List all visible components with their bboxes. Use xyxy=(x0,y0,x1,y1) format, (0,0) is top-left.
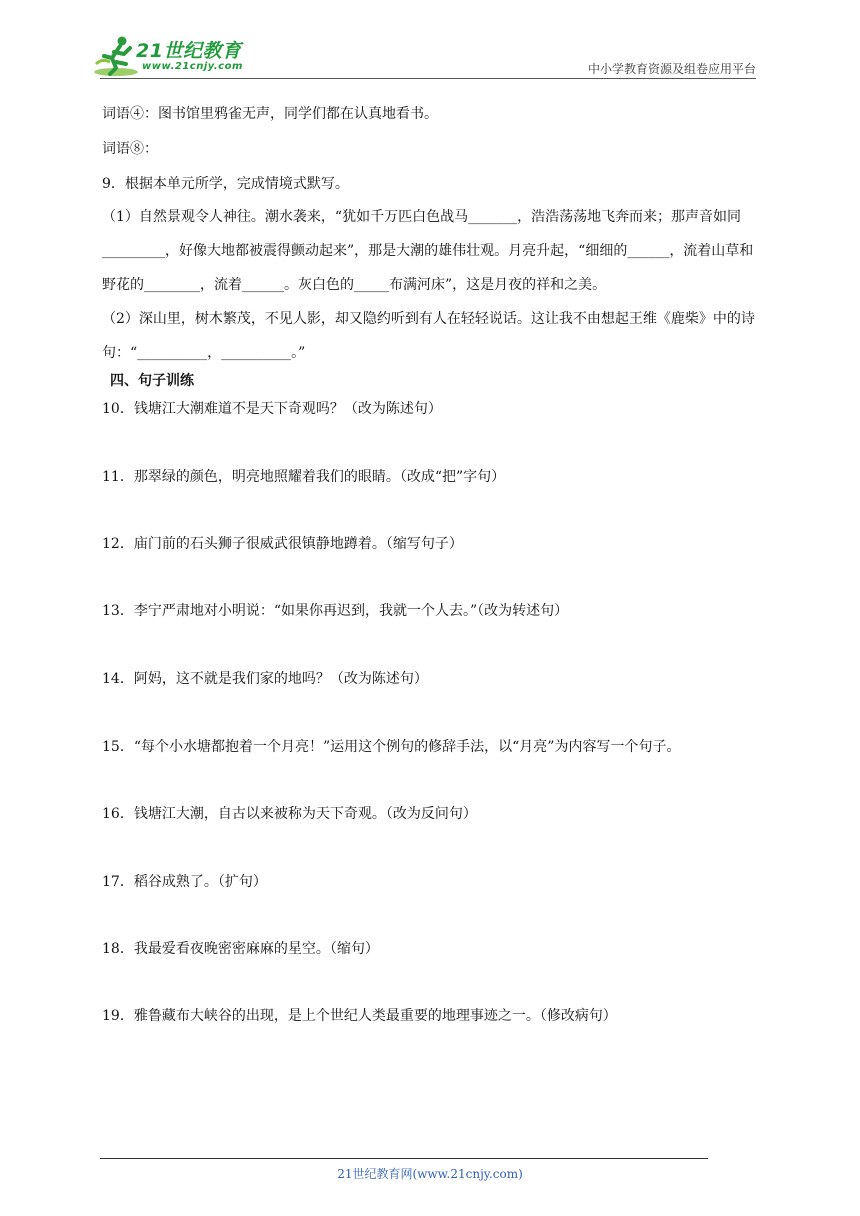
page-header xyxy=(0,0,860,80)
footer-divider xyxy=(100,1158,708,1159)
question-9-part-1: （1）自然景观令人神往。潮水袭来，“犹如千万匹白色战马_______，浩浩荡荡地飞奔而来；那声音如同_________，好像大地都被震得颤动起来”，那是大潮的雄伟壮观。月亮升起，“细细的______，流着山草和野花的________，流着______。灰白色的_____布满河床”，这是月夜的祥和之美。 xyxy=(102,209,754,293)
word-8-line: 词语⑧： xyxy=(102,141,158,157)
question-item: 18．我最爱看夜晚密密麻麻的星空。（缩句） xyxy=(102,941,379,957)
brand-url: www.21cnjy.com xyxy=(142,61,243,72)
question-item: 17．稻谷成熟了。（扩句） xyxy=(102,874,267,890)
question-item: 12．庙门前的石头狮子很威武很镇静地蹲着。（缩写句子） xyxy=(102,536,463,552)
question-item: 16．钱塘江大潮，自古以来被称为天下奇观。（改为反问句） xyxy=(102,806,477,822)
section-heading: 四、句子训练 xyxy=(110,373,194,389)
question-item: 13．李宁严肃地对小明说：“如果你再迟到，我就一个人去。”（改为转述句） xyxy=(102,603,569,619)
header-divider xyxy=(100,78,756,79)
question-9: 9．根据本单元所学，完成情境式默写。 xyxy=(102,176,349,192)
header-platform-text: 中小学教育资源及组卷应用平台 xyxy=(587,62,756,76)
question-item: 15．“每个小水塘都抱着一个月亮！”运用这个例句的修辞手法，以“月亮”为内容写一个句子。 xyxy=(102,739,681,755)
word-4-line: 词语④：图书馆里鸦雀无声，同学们都在认真地看书。 xyxy=(102,106,438,122)
question-item: 11．那翠绿的颜色，明亮地照耀着我们的眼睛。（改成“把”字句） xyxy=(102,469,506,485)
question-item: 19．雅鲁藏布大峡谷的出现，是上个世纪人类最重要的地理事迹之一。（修改病句） xyxy=(102,1008,617,1024)
brand-name: 21世纪教育 xyxy=(136,40,242,62)
question-item: 10．钱塘江大潮难道不是天下奇观吗？（改为陈述句） xyxy=(102,401,442,417)
footer-link[interactable]: 21世纪教育网(www.21cnjy.com) xyxy=(337,1167,523,1181)
running-figure-icon xyxy=(92,34,140,78)
site-logo[interactable] xyxy=(92,34,262,82)
question-9-part-2: （2）深山里，树木繁茂，不见人影，却又隐约听到有人在轻轻说话。这让我不由想起王维《鹿柴》中的诗句：“__________，__________。” xyxy=(102,311,755,361)
question-item: 14．阿妈，这不就是我们家的地吗？（改为陈述句） xyxy=(102,671,428,687)
